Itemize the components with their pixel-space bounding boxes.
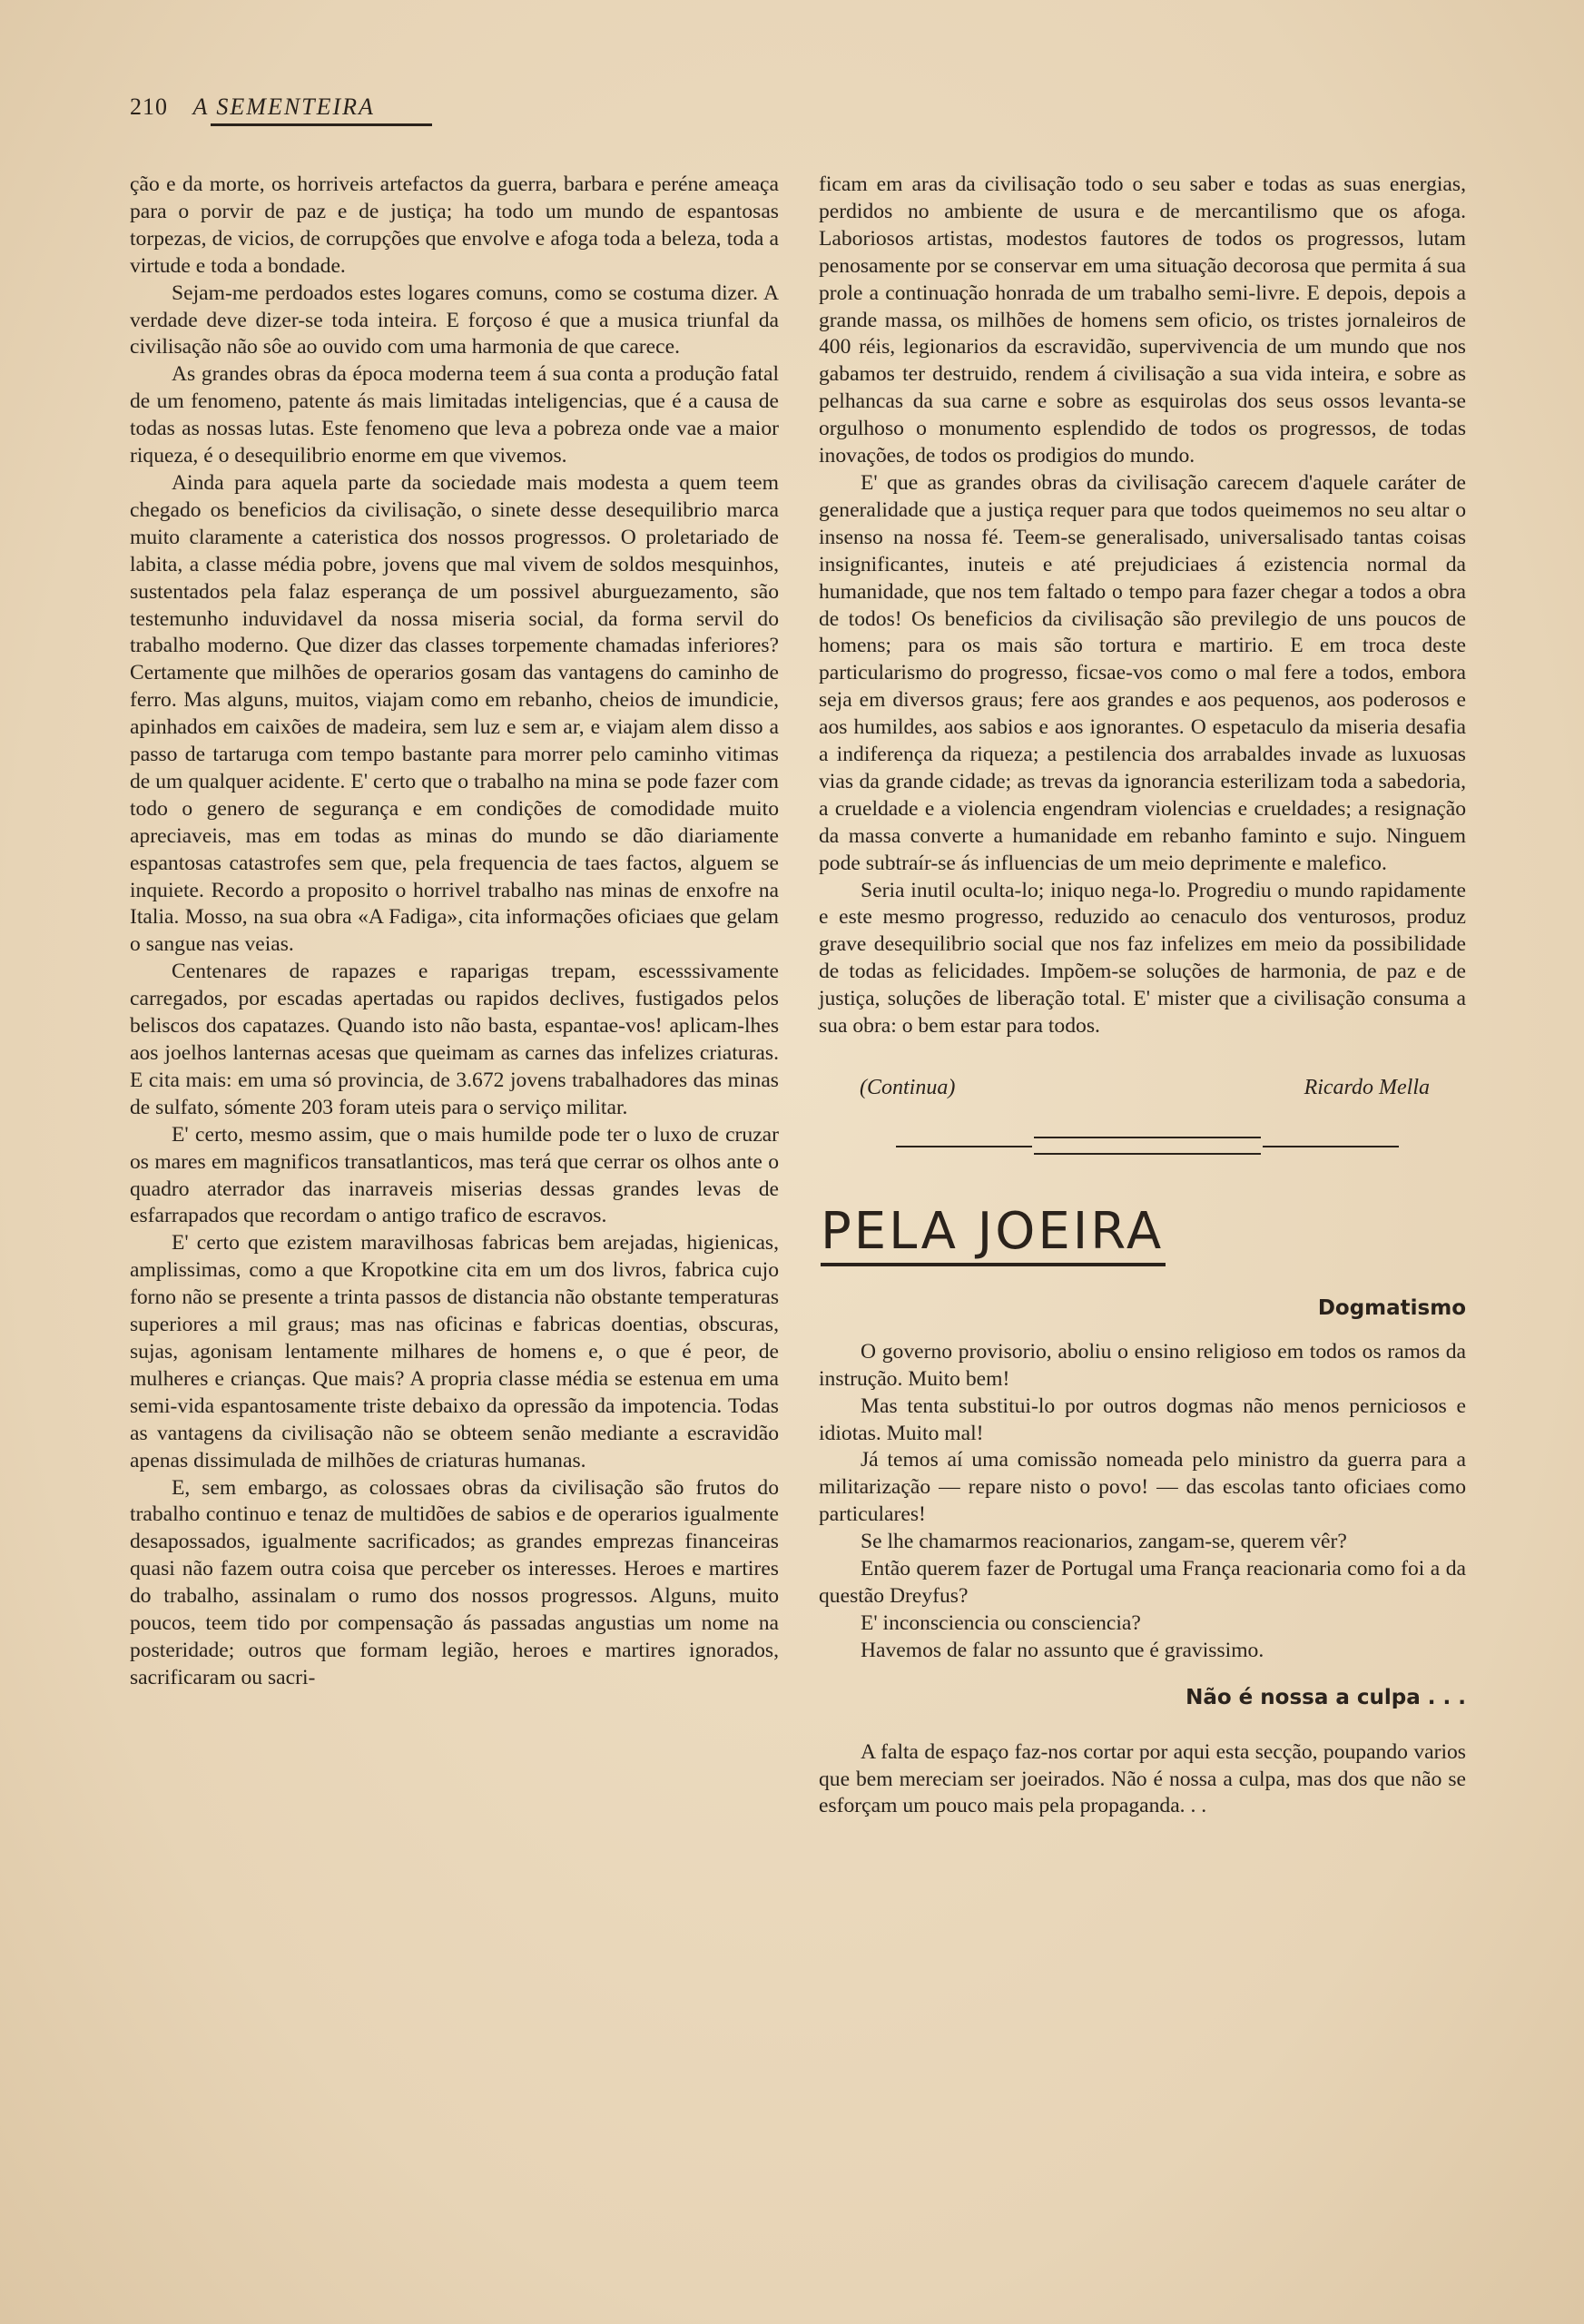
- paragraph: ficam em aras da civilisação todo o seu saber e todas as suas energias, perdidos no ambiente de usura e de mercantilismo que os afoga. Laboriosos artistas, modestos fautores de todos os progressos, lutam penosamente por se conservar em uma situação decorosa que permita á sua prole a continuação honrada de um trabalho semi-livre. E depois, depois a grande massa, os milhões de homens sem oficio, os tristes jornaleiros de 400 réis, legionarios da escravidão, supervivencia de um mundo que nos gabamos ter destruido, rendem á civilisação a sua vida inteira, e sobre as pelhancas da sua carne e sobre as esquirolas dos seus ossos levanta-se orgulhoso o monumento esplendido de todos os progressos, de todas inovações, de todos os prodigios do mundo.: [819, 172, 1466, 468]
- paragraph: E' que as grandes obras da civilisação carecem d'aquele caráter de generalidade que a justiça requer para que todos queimemos no seu altar o insenso na nossa fé. Teem-se generalisado, universalisado tantas coisas insignificantes, inuteis e até prejudiciaes á ezistencia normal da humanidade, que nos tem faltado o tempo para fazer chegar a todos a obra de todos! Os beneficios da civilisação são previlegio de uns poucos de homens; para os mais são tortura e martirio. E em troca deste particularismo do progresso, ficsae-vos como o mal fere a todos, embora seja em diversos graus; fere aos grandes e aos pequenos, aos poderosos e aos humildes, aos sabios e aos ignorantes. O espetaculo da miseria desafia a indiferença da riqueza; a pestilencia dos arrabaldes invade as luxuosas vias da grande cidade; as trevas da ignorancia esterilizam toda a sabedoria, a crueldade e a violencia engendram violencias e crueldades; a resignação da massa converte a humanidade em rebanho faminto e sujo. Ninguem pode subtraír-se ás influencias de um meio deprimente e malefico.: [819, 470, 1466, 875]
- paragraph: ção e da morte, os horriveis artefactos da guerra, barbara e peréne ameaça para o porvir de paz e de justiça; ha todo um mundo de espantosas torpezas, de vicios, de corrupções que envolve e afoga toda a beleza, toda a virtude e toda a bondade.: [130, 172, 779, 278]
- paragraph: Então querem fazer de Portugal uma França reacionaria como foi a da questão Dreyfus?: [819, 1557, 1466, 1608]
- paragraph: E, sem embargo, as colossaes obras da civilisação são frutos do trabalho continuo e tenaz de multidões de sabios e de operarios igualmente desapossados, igualmente sacrificados; as grandes emprezas financeiras quasi não fazem outra coisa que perceber os interesses. Heroes e martires do trabalho, assinalam o rumo dos nossos progressos. Alguns, muito poucos, teem tido por compensação ás passadas angustias um nome na posteridade; outros que formam legião, heroes e martires ignorados, sacrificaram ou sacri-: [130, 1475, 779, 1689]
- paragraph: E' certo, mesmo assim, que o mais humilde pode ter o luxo de cruzar os mares em magnificos transatlanticos, mas terá que cerrar os olhos ante o quadro aterrador das inarraveis miserias dessas grandes levas de esfarrapados que recordam o antigo trafico de escravos.: [130, 1122, 779, 1228]
- paragraph: A falta de espaço faz-nos cortar por aqui esta secção, poupando varios que bem mereciam ser joeirados. Não é nossa a culpa, mas dos que não se esforçam um pouco mais pela propaganda. . .: [819, 1739, 1466, 1818]
- section-divider: [819, 1129, 1466, 1166]
- paragraph: Seria inutil oculta-lo; iniquo nega-lo. Progrediu o mundo rapidamente e este mesmo progresso, reduzido ao cenaculo dos venturosos, produz grave desequilibrio social que nos faz infelizes em meio da possibilidade de todas as felicidades. Impõem-se soluções de harmonia, de paz e de justiça, soluções de liberação total. E' mister que a civilisação consuma a sua obra: o bem estar para todos.: [819, 878, 1466, 1039]
- page-number: 210: [130, 94, 168, 120]
- subsection-title-dogmatismo: Dogmatismo: [1317, 1295, 1466, 1320]
- publication-title: A SEMENTEIRA: [192, 94, 375, 120]
- paragraph: Já temos aí uma comissão nomeada pelo ministro da guerra para a militarização — repare nisto o povo! — das escolas tanto oficiaes como particulares!: [819, 1448, 1466, 1527]
- right-column: [819, 172, 1466, 1820]
- paragraph: Havemos de falar no assunto que é gravissimo.: [861, 1638, 1264, 1662]
- paragraph: Mas tenta substitui-lo por outros dogmas não menos perniciosos e idiotas. Muito mal!: [819, 1393, 1466, 1445]
- paragraph: E' inconsciencia ou consciencia?: [861, 1610, 1141, 1635]
- divider-line: [896, 1146, 1032, 1147]
- paragraph: Centenares de rapazes e raparigas trepam, escesssivamente carregados, por escadas apertadas ou rapidos declives, fustigados pelos beliscos dos capatazes. Quando isto não basta, espantae-vos! aplicam-lhes aos joelhos lanternas acesas que queimam as carnes das infelizes criaturas. E cita mais: em uma só provincia, de 3.672 jovens trabalhadores das minas de sulfato, sómente 203 foram uteis para o serviço militar.: [130, 960, 779, 1119]
- paragraph: As grandes obras da época moderna teem á sua conta a produção fatal de um fenomeno, patente ás mais limitadas inteligencias, que é a causa de todas as nossas lutas. Este fenomeno que leva a pobreza onde vae a maior riqueza, é o desequilibrio enorme em que vivemos.: [130, 362, 779, 468]
- section-title-rule: [821, 1263, 1166, 1266]
- paragraph: Se lhe chamarmos reacionarios, zangam-se, querem vêr?: [861, 1530, 1347, 1554]
- divider-line: [1263, 1146, 1399, 1147]
- author-name: Ricardo Mella: [1304, 1076, 1430, 1099]
- left-column: [130, 172, 779, 1692]
- section-title: PELA JOEIRA: [821, 1201, 1165, 1261]
- continua-note: (Continua): [860, 1076, 956, 1099]
- paragraph: Ainda para aquela parte da sociedade mais modesta a quem teem chegado os beneficios da civilisação, o sinete desse desequilibrio marca muito claramente a cateristica dos nossos progressos. O proletariado de labita, a classe média pobre, jovens que mal vivem de soldos mesquinhos, sustentados pela falaz esperança de um possivel aburguezamento, são testemunho induvidavel da nossa miseria social, da forma servil do trabalho moderno. Que dizer das classes torpemente chamadas inferiores? Certamente que milhões de operarios gosam das vantagens do caminho de ferro. Mas alguns, muitos, viajam como em rebanho, cheios de imundicie, apinhados em caixões de madeira, sem luz e sem ar, e viajam alem disso a passo de tartaruga com tempo bastante para morrer pelo caminho vitimas de um qualquer acidente. E' certo que o trabalho na mina se pode fazer com todo o genero de segurança e em condições de comodidade muito apreciaveis, mas em todas as minas do mundo se dão diariamente espantosas catastrofes sem que, pela frequencia de taes factos, alguem se inquiete. Recordo a proposito o horrivel trabalho nas minas de enxofre na Italia. Mosso, na sua obra «A Fadiga», cita informações oficiaes que gelam o sangue nas veias.: [130, 470, 779, 957]
- divider-line: [1034, 1153, 1261, 1155]
- running-head: [130, 94, 375, 121]
- paragraph: O governo provisorio, aboliu o ensino religioso em todos os ramos da instrução. Muito bem!: [819, 1339, 1466, 1391]
- header-rule: [211, 123, 432, 126]
- subsection-title-culpa: Não é nossa a culpa . . .: [1186, 1685, 1466, 1709]
- article-signature: [860, 1075, 1430, 1102]
- paragraph: Sejam-me perdoados estes logares comuns, como se costuma dizer. A verdade deve dizer-se toda inteira. E forçoso é que a musica triunfal da civilisação não sôe ao ouvido com uma harmonia de que carece.: [130, 281, 779, 359]
- divider-line: [1034, 1137, 1261, 1138]
- paragraph: E' certo que ezistem maravilhosas fabricas bem arejadas, higienicas, amplissimas, como a que Kropotkine cita em um dos livros, fabrica cujo forno não se presente a trinta passos de distancia não obstante temperaturas superiores a mil graus; mas nas oficinas e fabricas doentias, obscuras, sujas, agonisam lentamente milhares de homens e, o que é peor, de mulheres e crianças. Que mais? A propria classe média se estenua em uma semi-vida espantosamente triste debaixo da opressão da impotencia. Todas as vantagens da civilisação não se obteem senão mediante a escravidão apenas dissimulada de milhões de criaturas humanas.: [130, 1231, 779, 1472]
